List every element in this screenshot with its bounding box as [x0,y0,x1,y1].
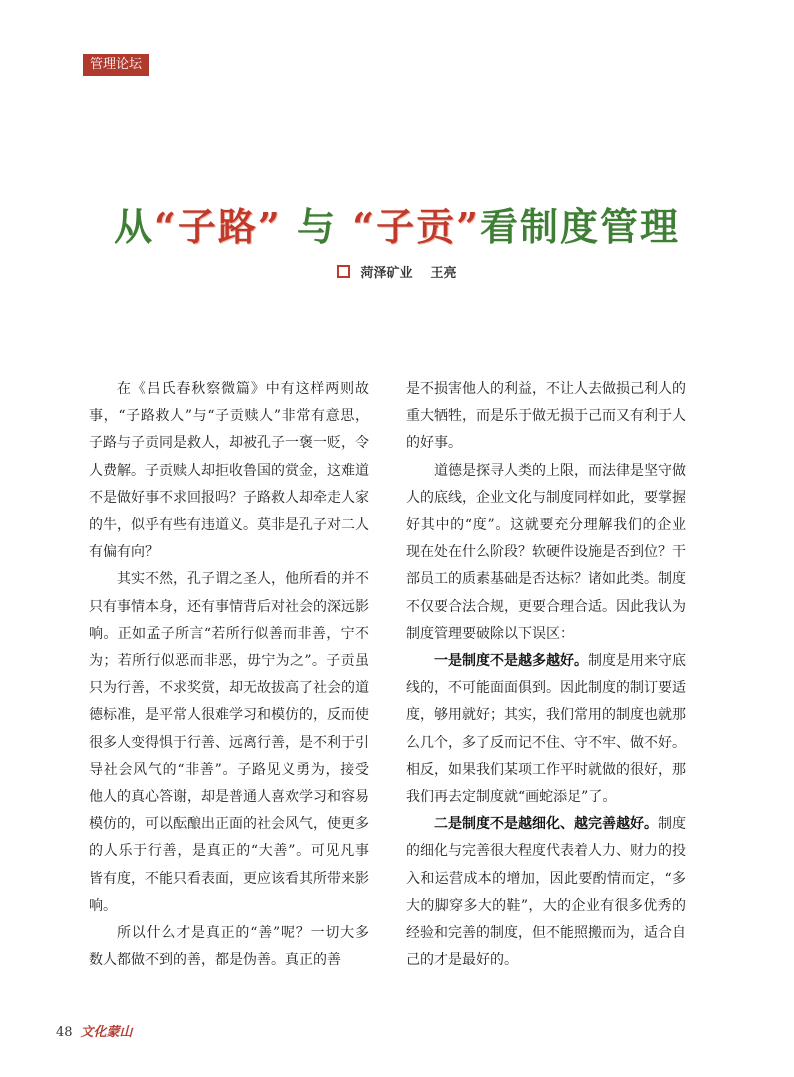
paragraph [406,648,686,811]
paragraph: 在《吕氏春秋察微篇》中有这样两则故事，“子路救人”与“子贡赎人”非常有意思，子路与子贡同是救人，却被孔子一褒一贬，令人费解。子贡赎人却拒收鲁国的赏金，这难道不是做好事不求回报吗？子路救人却牵走人家的牛，似乎有些有违道义。莫非是孔子对二人有偏有向？ [89,381,369,561]
byline [0,262,794,281]
paragraph: 道德是探寻人类的上限，而法律是坚守做人的底线，企业文化与制度同样如此，要掌握好其中的“度”。这就要充分理解我们的企业现在处在什么阶段？软硬件设施是否到位？干部员工的质素基础是否达标？诸如此类。制度不仅要合法合规，更要合理合适。因此我认为制度管理要破除以下误区： [406,462,686,642]
magazine-brand: 文化蒙山 [80,1025,133,1040]
byline-author: 王亮 [430,266,457,281]
article-title [0,196,794,251]
right-column [406,376,686,974]
paragraph: 其实不然，孔子谓之圣人，他所看的并不只有事情本身，还有事情背后对社会的深远影响。正如孟子所言“若所行似善而非善，宁不为；若所行似恶而非恶，毋宁为之”。子贡虽只为行善，不求奖赏，却无故拔高了社会的道德标准，是平常人很难学习和模仿的，反而使很多人变得惧于行善、远离行善，是不利于引导社会风气的“非善”。子路见义勇为，接受他人的真心答谢，却是普通人喜欢学习和容易模仿的，可以酝酿出正面的社会风气，使更多的人乐于行善，是真正的“大善”。可见凡事皆有度，不能只看表面，更应该看其所带来影响。 [89,571,369,914]
paragraph: 是不损害他人的利益，不让人去做损己利人的重大牺牲，而是乐于做无损于己而又有利于人的好事。 [406,381,686,452]
square-bullet-icon [337,265,350,278]
title-part-3: 与 [281,204,353,249]
point-text: 制度是用来守底线的，不可能面面俱到。因此制度的制订要适度，够用就好；其实，我们常用的制度也就那么几个，多了反而记不住、守不牢、做不好。相反，如果我们某项工作平时就做的很好，那我们再去定制度就“画蛇添足”了。 [406,653,686,806]
title-part-1: 从 [114,204,155,249]
point-heading: 一是制度不是越多越好。 [434,653,588,670]
title-part-5: 看制度管理 [479,204,680,249]
paragraph [406,811,686,974]
point-heading: 二是制度不是越细化、越完善越好。 [434,816,658,833]
title-part-4: “子贡” [352,204,480,249]
section-tag: 管理论坛 [83,54,149,76]
page-footer [56,1021,133,1040]
paragraph: 所以什么才是真正的“善”呢？一切大多数人都做不到的善，都是伪善。真正的善 [89,925,369,969]
page-number: 48 [56,1025,73,1040]
point-text: 制度的细化与完善很大程度代表着人力、财力的投入和运营成本的增加，因此要酌情而定，“多大的脚穿多大的鞋”，大的企业有很多优秀的经验和完善的制度，但不能照搬而为，适合自己的才是最好的。 [406,816,686,969]
title-part-2: “子路” [154,204,282,249]
left-column [89,376,369,974]
byline-org: 菏泽矿业 [360,266,413,281]
